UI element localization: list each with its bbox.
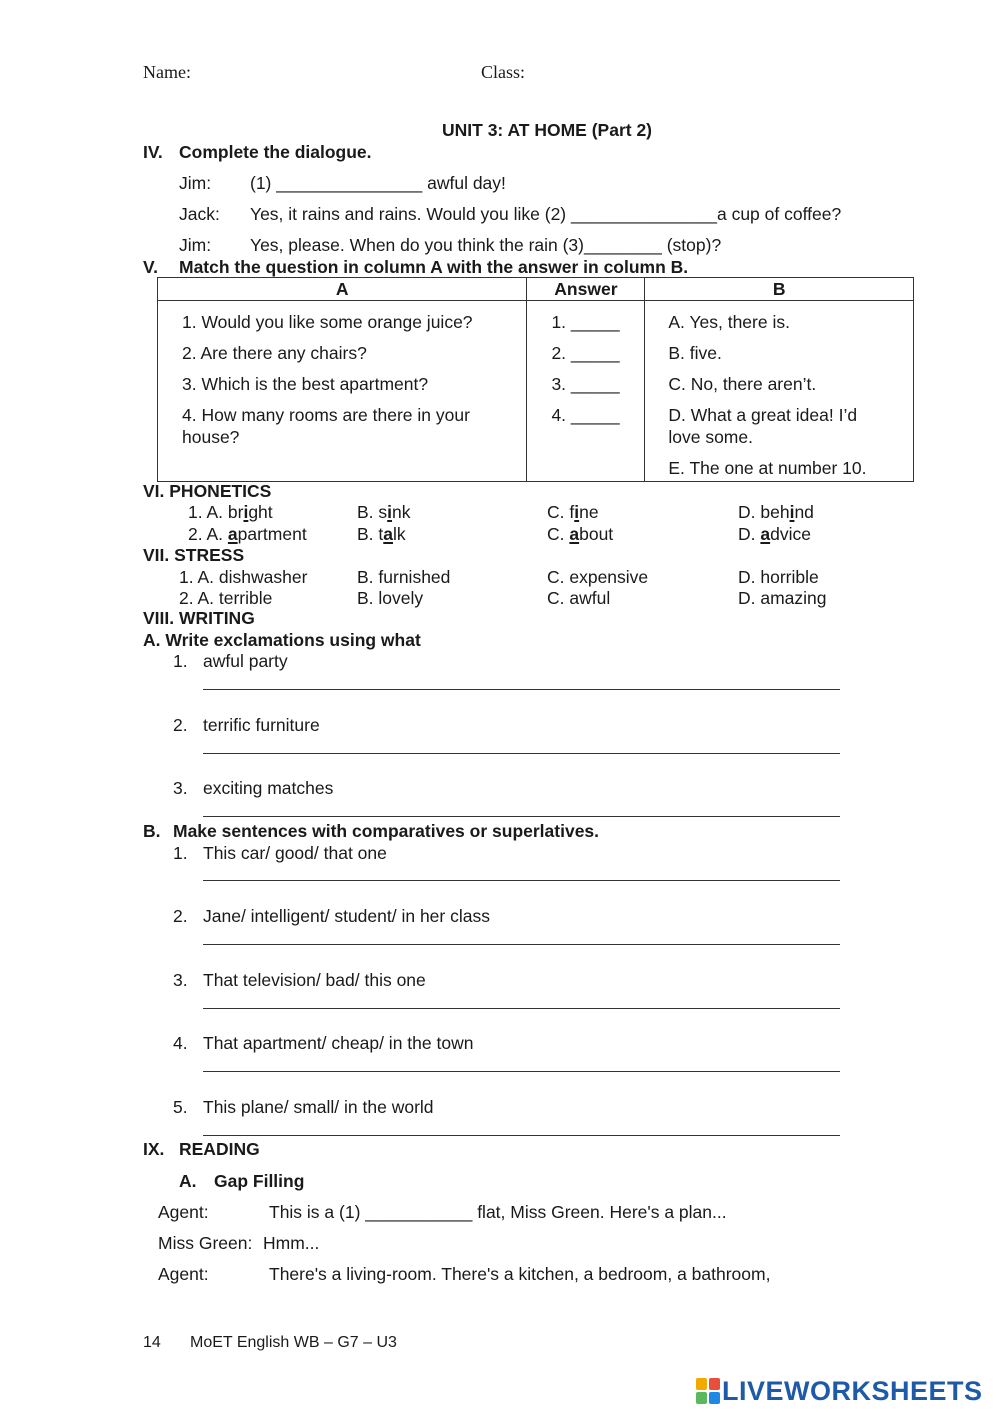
column-b-header: B	[645, 278, 914, 301]
phonetics-option: 2. A. apartment	[188, 524, 307, 544]
writing-prompt: That television/ bad/ this one	[203, 970, 426, 990]
question-item-continued: house?	[182, 427, 240, 447]
question-item: 4. How many rooms are there in your	[182, 405, 470, 425]
answer-line[interactable]	[203, 689, 840, 690]
dialogue-speaker: Agent:	[158, 1202, 209, 1222]
question-item: 2. Are there any chairs?	[182, 343, 367, 363]
answer-line[interactable]	[203, 880, 840, 881]
page-title: UNIT 3: AT HOME (Part 2)	[442, 120, 653, 140]
writing-b-number: B.	[143, 821, 161, 841]
dialogue-speaker: Jim:	[179, 173, 212, 193]
dialogue-line: Hmm...	[263, 1233, 320, 1253]
item-number: 2.	[173, 906, 188, 926]
dialogue-speaker: Agent:	[158, 1264, 209, 1284]
dialogue-line: This is a (1) ___________ flat, Miss Green. Here's a plan...	[269, 1202, 727, 1222]
answers-cell	[527, 301, 645, 482]
option-item: A. Yes, there is.	[668, 312, 790, 332]
name-label: Name:	[143, 62, 191, 82]
phonetics-option: 1. A. bright	[188, 502, 273, 522]
section-7-heading: VII. STRESS	[143, 545, 245, 565]
stress-option: C. awful	[547, 588, 611, 608]
dialogue-speaker: Miss Green:	[158, 1233, 253, 1253]
option-item: E. The one at number 10.	[668, 458, 867, 478]
writing-prompt: exciting matches	[203, 778, 334, 798]
logo-text: LIVEWORKSHEETS	[722, 1375, 983, 1406]
section-4-number: IV.	[143, 142, 163, 162]
writing-a-heading: A. Write exclamations using what	[143, 630, 421, 650]
option-item-continued: love some.	[668, 427, 753, 447]
dialogue-line: (1) _______________ awful day!	[250, 173, 506, 193]
phonetics-option: D. advice	[738, 524, 811, 544]
stress-option: D. amazing	[738, 588, 827, 608]
matching-table	[157, 277, 914, 482]
class-label: Class:	[481, 62, 526, 82]
options-cell	[645, 301, 914, 482]
column-answer-header: Answer	[527, 278, 645, 301]
item-number: 5.	[173, 1097, 188, 1117]
writing-prompt: This car/ good/ that one	[203, 843, 387, 863]
phonetics-option: C. fine	[547, 502, 599, 522]
section-5-heading: Match the question in column A with the answer in column B.	[179, 257, 689, 277]
answer-blank[interactable]: 1. _____	[551, 312, 620, 332]
answer-blank[interactable]: 3. _____	[551, 374, 620, 394]
answer-line[interactable]	[203, 1135, 840, 1136]
option-item: B. five.	[668, 343, 722, 363]
column-a-header: A	[158, 278, 527, 301]
answer-line[interactable]	[203, 944, 840, 945]
answer-line[interactable]	[203, 753, 840, 754]
dialogue-line: Yes, it rains and rains. Would you like (2) _______________a cup of coffee?	[250, 204, 842, 224]
dialogue-line: Yes, please. When do you think the rain (3)________ (stop)?	[250, 235, 722, 255]
page-number: 14	[143, 1334, 161, 1351]
item-number: 2.	[173, 715, 188, 735]
section-9-number: IX.	[143, 1139, 165, 1159]
writing-prompt: awful party	[203, 651, 288, 671]
option-item: C. No, there aren’t.	[668, 374, 817, 394]
writing-prompt: That apartment/ cheap/ in the town	[203, 1033, 474, 1053]
book-reference: MoET English WB – G7 – U3	[190, 1334, 397, 1351]
stress-option: 2. A. terrible	[179, 588, 273, 608]
liveworksheets-logo[interactable]	[696, 1376, 983, 1406]
stress-option: C. expensive	[547, 567, 649, 587]
item-number: 1.	[173, 651, 188, 671]
phonetics-option: D. behind	[738, 502, 814, 522]
section-8-heading: VIII. WRITING	[143, 608, 255, 628]
logo-mark-icon	[696, 1378, 720, 1404]
answer-blank[interactable]: 2. _____	[551, 343, 620, 363]
section-4-heading: Complete the dialogue.	[179, 142, 372, 162]
question-item: 1. Would you like some orange juice?	[182, 312, 473, 332]
dialogue-speaker: Jim:	[179, 235, 212, 255]
stress-option: D. horrible	[738, 567, 819, 587]
answer-blank[interactable]: 4. _____	[551, 405, 620, 425]
question-item: 3. Which is the best apartment?	[182, 374, 429, 394]
item-number: 3.	[173, 778, 188, 798]
phonetics-option: B. sink	[357, 502, 411, 522]
answer-line[interactable]	[203, 1071, 840, 1072]
dialogue-speaker: Jack:	[179, 204, 220, 224]
reading-a-number: A.	[179, 1171, 197, 1191]
option-item: D. What a great idea! I’d	[668, 405, 858, 425]
item-number: 3.	[173, 970, 188, 990]
section-6-heading: VI. PHONETICS	[143, 481, 272, 501]
reading-a-heading: Gap Filling	[214, 1171, 305, 1191]
section-5-number: V.	[143, 257, 158, 277]
questions-cell	[158, 301, 527, 482]
dialogue-line: There's a living-room. There's a kitchen, a bedroom, a bathroom,	[269, 1264, 771, 1284]
section-9-heading: READING	[179, 1139, 260, 1159]
stress-option: B. furnished	[357, 567, 451, 587]
writing-prompt: terrific furniture	[203, 715, 320, 735]
item-number: 1.	[173, 843, 188, 863]
stress-option: 1. A. dishwasher	[179, 567, 308, 587]
writing-prompt: This plane/ small/ in the world	[203, 1097, 434, 1117]
writing-b-heading: Make sentences with comparatives or superlatives.	[173, 821, 600, 841]
phonetics-option: C. about	[547, 524, 614, 544]
writing-prompt: Jane/ intelligent/ student/ in her class	[203, 906, 490, 926]
answer-line[interactable]	[203, 816, 840, 817]
stress-option: B. lovely	[357, 588, 424, 608]
item-number: 4.	[173, 1033, 188, 1053]
answer-line[interactable]	[203, 1008, 840, 1009]
phonetics-option: B. talk	[357, 524, 406, 544]
